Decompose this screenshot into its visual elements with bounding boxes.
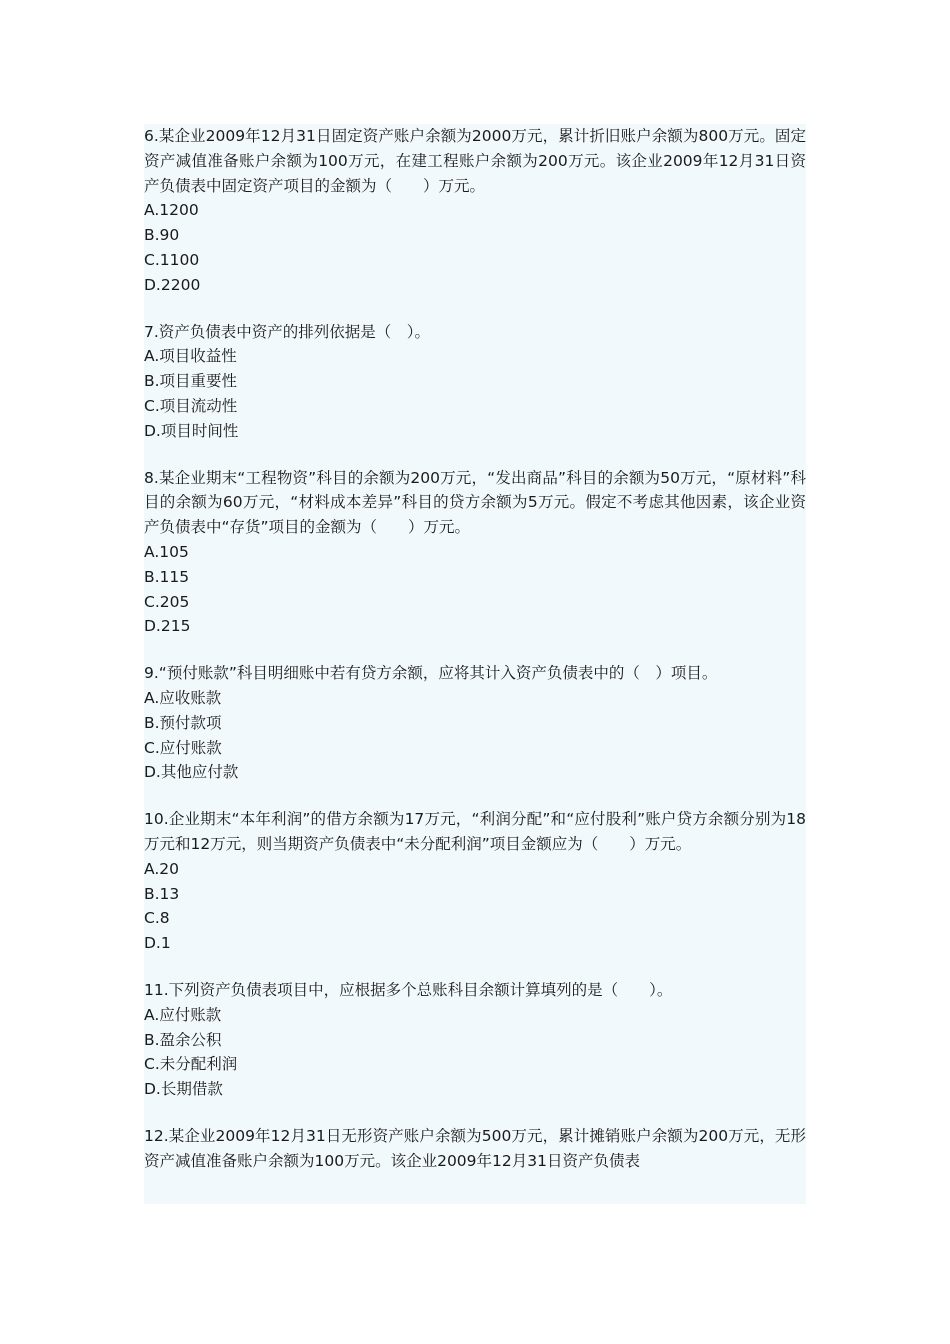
question-stem: 7.资产负债表中资产的排列依据是（ ）。 xyxy=(144,322,431,341)
option-c: C.应付账款 xyxy=(144,738,222,757)
question-11 xyxy=(144,978,806,1102)
question-7 xyxy=(144,320,806,444)
option-b: B.115 xyxy=(144,567,190,586)
option-b: B.90 xyxy=(144,226,180,245)
question-6 xyxy=(144,124,806,298)
spacer xyxy=(144,785,806,807)
question-stem: 6.某企业2009年12月31日固定资产账户余额为2000万元，累计折旧账户余额为800万元。固定资产减值准备账户余额为100万元，在建工程账户余额为200万元。该企业2009年12月31日资产负债表中固定资产项目的金额为（ ）万元。 xyxy=(144,127,806,195)
option-c: C.未分配利润 xyxy=(144,1055,238,1074)
option-a: A.项目收益性 xyxy=(144,347,237,366)
option-a: A.20 xyxy=(144,859,179,878)
spacer xyxy=(144,639,806,661)
question-9 xyxy=(144,661,806,785)
question-stem: 9.“预付账款”科目明细账中若有贷方余额，应将其计入资产负债表中的（ ）项目。 xyxy=(144,664,718,683)
option-d: D.2200 xyxy=(144,275,201,294)
question-stem: 8.某企业期末“工程物资”科目的余额为200万元，“发出商品”科目的余额为50万元，“原材料”科目的余额为60万元，“材料成本差异”科目的贷方余额为5万元。假定不考虑其他因素，该企业资产负债表中“存货”项目的金额为（ ）万元。 xyxy=(144,468,806,537)
option-c: C.项目流动性 xyxy=(144,396,238,415)
option-a: A.1200 xyxy=(144,201,199,220)
option-a: A.应付账款 xyxy=(144,1005,222,1024)
question-12 xyxy=(144,1124,806,1174)
option-a: A.应收账款 xyxy=(144,688,222,707)
option-d: D.1 xyxy=(144,934,171,953)
question-stem: 11.下列资产负债表项目中，应根据多个总账科目余额计算填列的是（ ）。 xyxy=(144,980,673,999)
option-b: B.项目重要性 xyxy=(144,372,238,391)
spacer xyxy=(144,444,806,466)
spacer xyxy=(144,1102,806,1124)
option-c: C.1100 xyxy=(144,250,200,269)
option-b: B.预付款项 xyxy=(144,713,222,732)
question-list xyxy=(144,124,806,1204)
option-c: C.8 xyxy=(144,909,170,928)
option-d: D.215 xyxy=(144,617,191,636)
option-c: C.205 xyxy=(144,592,190,611)
option-b: B.盈余公积 xyxy=(144,1030,222,1049)
option-d: D.长期借款 xyxy=(144,1080,223,1099)
option-b: B.13 xyxy=(144,884,180,903)
question-10 xyxy=(144,807,806,956)
question-stem: 10.企业期末“本年利润”的借方余额为17万元，“利润分配”和“应付股利”账户贷方余额分别为18万元和12万元，则当期资产负债表中“未分配利润”项目金额应为（ ）万元。 xyxy=(144,810,806,853)
spacer xyxy=(144,298,806,320)
spacer xyxy=(144,956,806,978)
question-8 xyxy=(144,466,806,640)
option-d: D.其他应付款 xyxy=(144,763,239,782)
option-d: D.项目时间性 xyxy=(144,421,239,440)
question-stem: 12.某企业2009年12月31日无形资产账户余额为500万元，累计摊销账户余额为200万元，无形资产减值准备账户余额为100万元。该企业2009年12月31日资产负债表 xyxy=(144,1126,806,1170)
option-a: A.105 xyxy=(144,542,189,561)
